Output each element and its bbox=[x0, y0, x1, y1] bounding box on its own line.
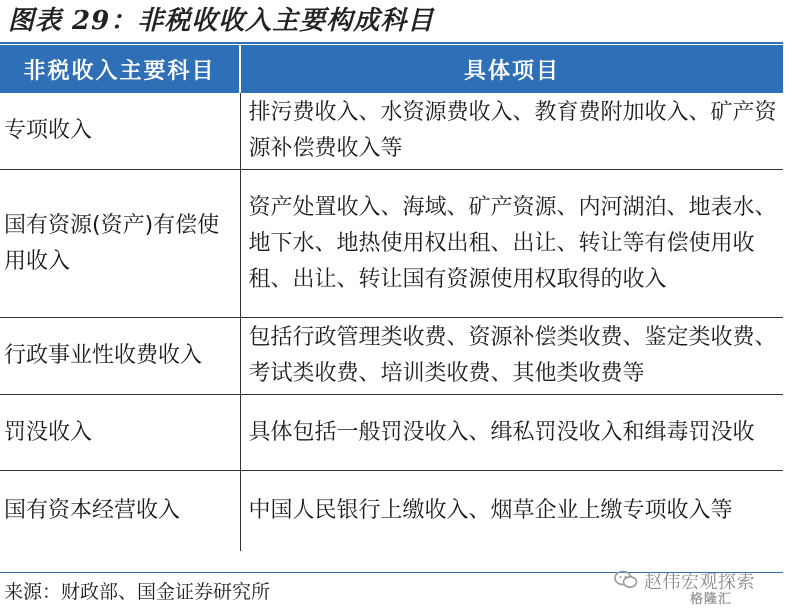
watermark-logo: 格隆汇 bbox=[690, 592, 733, 607]
row-items: 中国人民银行上缴收入、烟草企业上缴专项收入等 bbox=[248, 497, 733, 523]
table-row bbox=[0, 471, 783, 551]
table-row bbox=[0, 93, 783, 170]
row-category: 专项收入 bbox=[0, 93, 240, 170]
table-row bbox=[0, 170, 783, 318]
row-items: 包括行政管理类收费、资源补偿类收费、鉴定类收费、考试类收费、培训类收费、其他类收费等 bbox=[240, 318, 783, 395]
table-row bbox=[0, 318, 783, 395]
row-category: 行政事业性收费收入 bbox=[0, 318, 240, 395]
row-items: 资产处置收入、海域、矿产资源、内河湖泊、地表水、地下水、地热使用权出租、出让、转让等有偿使用收租、出让、转让国有资源使用权取得的收入 bbox=[240, 170, 783, 318]
wechat-icon bbox=[614, 570, 638, 590]
figure-title: 图表 29：非税收收入主要构成科目 bbox=[8, 6, 435, 36]
row-items: 排污费收入、水资源费收入、教育费附加收入、矿产资源补偿费收入等 bbox=[240, 93, 783, 170]
watermark-text: 赵伟宏观探索 bbox=[644, 572, 755, 593]
row-items: 具体包括一般罚没收入、缉私罚没收入和缉毒罚没收 bbox=[240, 395, 783, 471]
revenue-table bbox=[0, 45, 783, 551]
table-row bbox=[0, 395, 783, 471]
column-header-items: 具体项目 bbox=[240, 45, 783, 93]
row-category: 国有资源(资产)有偿使用收入 bbox=[0, 170, 240, 318]
watermark bbox=[614, 566, 786, 610]
row-category: 罚没收入 bbox=[0, 395, 240, 471]
table-header-row bbox=[0, 45, 783, 93]
row-category: 国有资本经营收入 bbox=[0, 471, 240, 551]
column-header-category: 非税收入主要科目 bbox=[0, 45, 240, 93]
source-note: 来源：财政部、国金证券研究所 bbox=[4, 581, 271, 603]
title-divider bbox=[0, 42, 783, 44]
